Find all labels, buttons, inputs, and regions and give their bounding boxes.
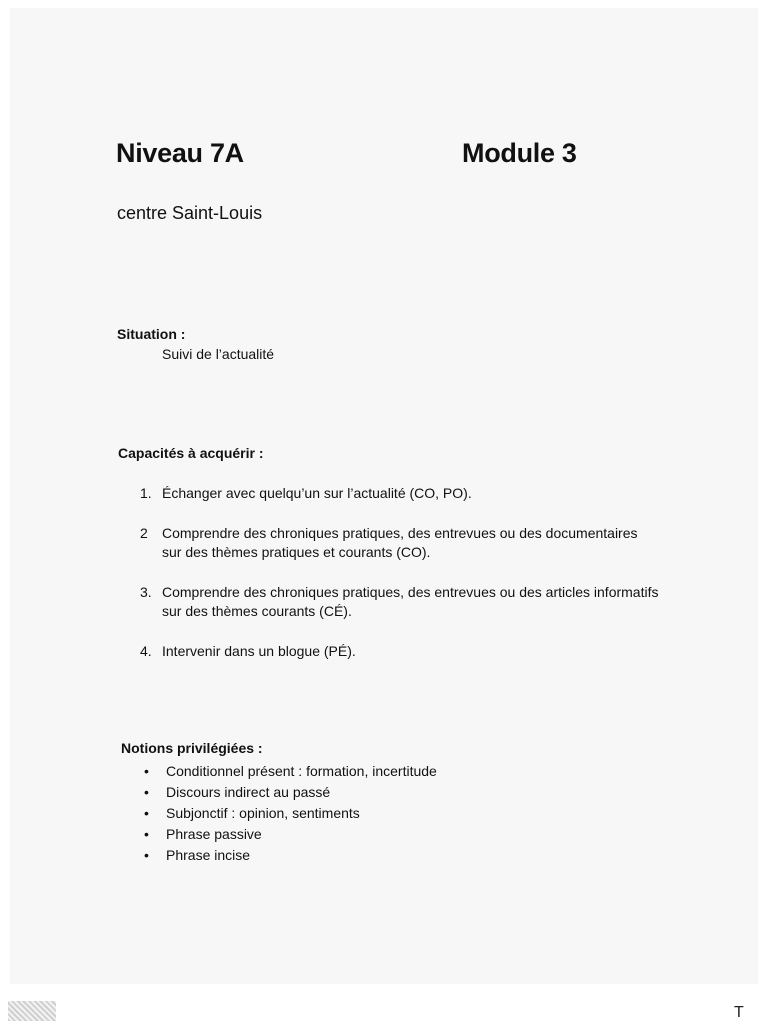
list-item: [140, 484, 660, 503]
item-text: Phrase passive: [166, 826, 262, 842]
item-number: 3.: [140, 584, 152, 600]
notions-list: [144, 761, 437, 866]
list-item: [140, 524, 660, 562]
list-item: [144, 803, 437, 824]
item-number: 1.: [140, 485, 152, 501]
item-text: Subjonctif : opinion, sentiments: [166, 805, 360, 821]
item-text: Discours indirect au passé: [166, 784, 331, 800]
bullet-icon: •: [144, 826, 149, 842]
bullet-icon: •: [144, 847, 149, 863]
module-title: Module 3: [462, 138, 577, 168]
list-item: [140, 642, 660, 661]
bullet-icon: •: [144, 784, 149, 800]
level-title: Niveau 7A: [116, 138, 244, 168]
list-item: [144, 824, 437, 845]
corner-mark: T: [734, 1004, 744, 1021]
item-text: Phrase incise: [166, 847, 251, 863]
center-name: centre Saint-Louis: [117, 203, 263, 223]
notions-heading: Notions privilégiées :: [121, 740, 263, 756]
bullet-icon: •: [144, 763, 149, 779]
item-number: 4.: [140, 643, 152, 659]
item-text: Conditionnel présent : formation, incertitude: [166, 763, 437, 779]
item-text: Comprendre des chroniques pratiques, des entrevues ou des articles informatifs sur des thèmes courants (CÉ).: [162, 584, 659, 619]
list-item: [144, 761, 437, 782]
bullet-icon: •: [144, 805, 149, 821]
list-item: [144, 845, 437, 866]
list-item: [140, 583, 660, 621]
list-item: [144, 782, 437, 803]
item-text: Échanger avec quelqu’un sur l’actualité (CO, PO).: [162, 485, 472, 501]
scan-artifact-icon: [8, 1001, 56, 1021]
situation-heading: Situation :: [117, 326, 186, 342]
item-number: 2: [140, 525, 148, 541]
situation-value: Suivi de l’actualité: [162, 346, 275, 362]
capacities-heading: Capacités à acquérir :: [118, 445, 264, 461]
capacities-list: [140, 484, 660, 682]
item-text: Intervenir dans un blogue (PÉ).: [162, 643, 356, 659]
item-text: Comprendre des chroniques pratiques, des entrevues ou des documentaires sur des thèmes pratiques et courants (CO).: [162, 525, 638, 560]
footer: [0, 996, 768, 1024]
